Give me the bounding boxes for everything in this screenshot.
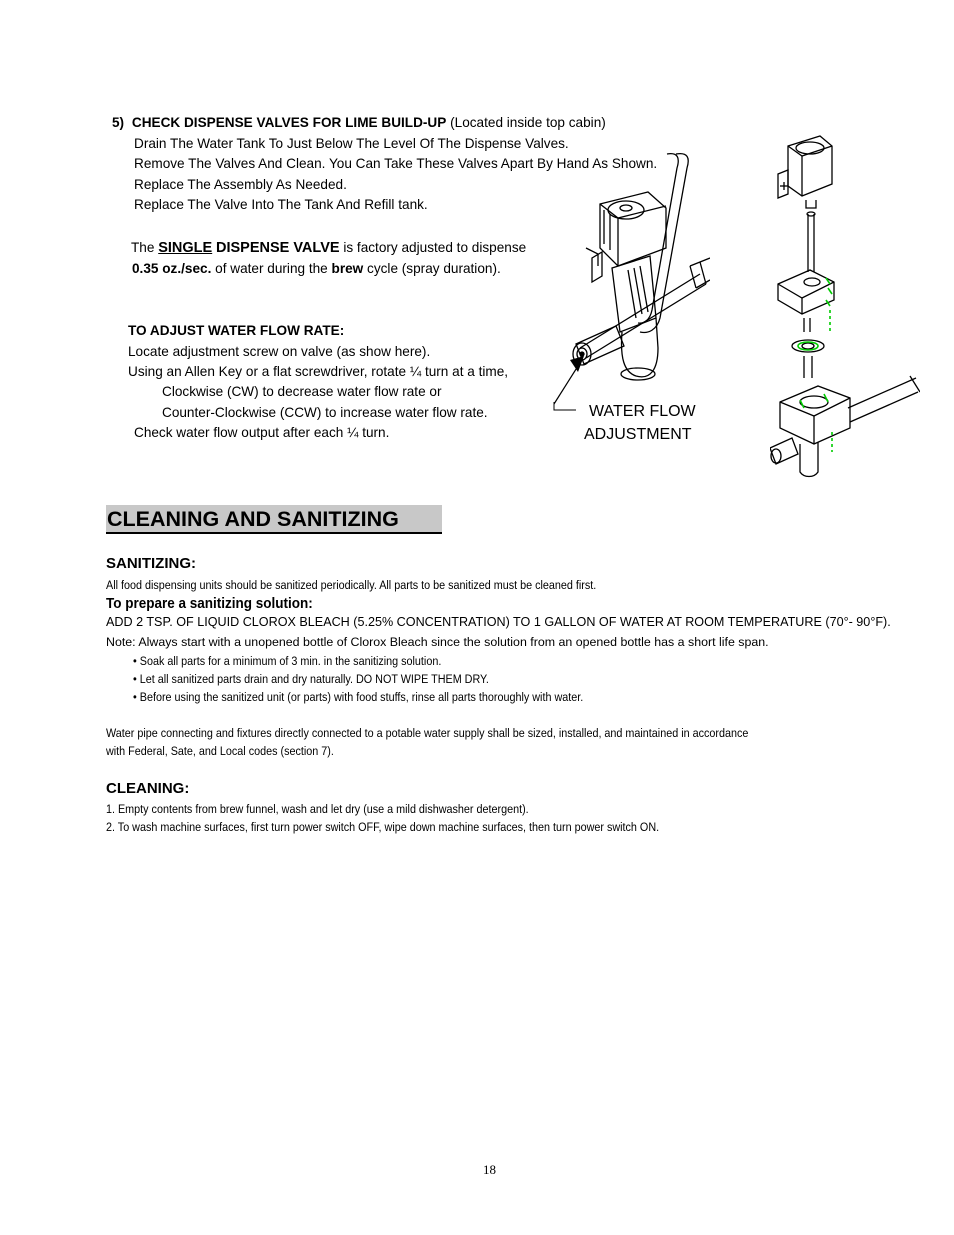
- valve-assembled-illustration: [540, 148, 710, 408]
- cleaning-item-2: [106, 818, 731, 836]
- cleaning-item-1: [106, 800, 584, 818]
- step5-heading: [112, 113, 606, 134]
- sanitizing-note: Note: Always start with a unopened bottle of Clorox Bleach since the solution from an opened bottle has a short life span.: [106, 635, 769, 649]
- step5-line-3: Replace The Assembly As Needed.: [134, 177, 347, 192]
- note-brew: brew: [331, 261, 364, 276]
- codes-line-1-text: Water pipe connecting and fixtures directly connected to a potable water supply shall be sized, installed, and maintained in accordance: [106, 726, 749, 740]
- note-rest3: cycle (spray duration).: [367, 261, 501, 276]
- adjust-line-1: Locate adjustment screw on valve (as show here).: [128, 344, 431, 359]
- cleaning-item-2-text: 2. To wash machine surfaces, first turn power switch OFF, wipe down machine surfaces, then turn power switch ON.: [106, 820, 660, 834]
- note-rest2: of water during the: [215, 261, 328, 276]
- step5-line-2: Remove The Valves And Clean. You Can Take These Valves Apart By Hand As Shown.: [134, 156, 658, 171]
- cleaning-item-1-text: 1. Empty contents from brew funnel, wash and let dry (use a mild dishwasher detergent).: [106, 802, 529, 816]
- bullet-1-text: • Soak all parts for a minimum of 3 min. in the sanitizing solution.: [133, 654, 442, 668]
- valve-note-line-1: [131, 238, 526, 259]
- sanitizing-instruction: ADD 2 TSP. OF LIQUID CLOROX BLEACH (5.25% CONCENTRATION) TO 1 GALLON OF WATER AT ROOM TEMPERATURE (70°- 90°F).: [106, 615, 891, 629]
- valve-note-line-2: [132, 259, 501, 280]
- note-amount: 0.35 oz./sec.: [132, 261, 212, 276]
- cleaning-heading: CLEANING:: [106, 780, 190, 797]
- step-heading-note: (Located inside top cabin): [450, 115, 606, 130]
- sanitizing-intro: [106, 576, 660, 594]
- codes-line-2: [106, 742, 363, 760]
- step-heading-text: CHECK DISPENSE VALVES FOR LIME BUILD-UP: [131, 115, 447, 130]
- note-valve: DISPENSE VALVE: [215, 240, 340, 256]
- step5-line-1: Drain The Water Tank To Just Below The Level Of The Dispense Valves.: [134, 136, 569, 151]
- sanitizing-bullet-3: [133, 688, 642, 706]
- adjust-line-4: Counter-Clockwise (CCW) to increase water flow rate.: [162, 405, 488, 420]
- codes-line-2-text: with Federal, Sate, and Local codes (section 7).: [106, 744, 334, 758]
- sanitizing-bullet-1: [133, 652, 481, 670]
- sanitizing-bullet-2: [133, 670, 535, 688]
- bullet-3-text: • Before using the sanitized unit (or parts) with food stuffs, rinse all parts thoroughly with water.: [133, 690, 584, 704]
- water-flow-label-2: ADJUSTMENT: [584, 426, 692, 443]
- note-the: The: [131, 240, 155, 255]
- note-rest1: is factory adjusted to dispense: [343, 240, 527, 255]
- sanitizing-heading: SANITIZING:: [106, 555, 196, 572]
- step-number: 5): [112, 115, 125, 130]
- bullet-2-text: • Let all sanitized parts drain and dry naturally. DO NOT WIPE THEM DRY.: [133, 672, 489, 686]
- adjust-line-3: Clockwise (CW) to decrease water flow rate or: [162, 384, 442, 399]
- water-flow-label-1: WATER FLOW: [589, 403, 696, 420]
- sanitizing-subheading-text: To prepare a sanitizing solution:: [106, 595, 313, 612]
- page-number: 18: [483, 1162, 496, 1177]
- adjust-line-5: Check water flow output after each ¼ turn.: [134, 425, 390, 440]
- sanitizing-subheading: [106, 595, 336, 612]
- note-single: SINGLE: [158, 240, 213, 256]
- sanitizing-intro-text: All food dispensing units should be sanitized periodically. All parts to be sanitized must be cleaned first.: [106, 578, 597, 592]
- adjust-line-2: Using an Allen Key or a flat screwdriver, rotate ¼ turn at a time,: [128, 364, 509, 379]
- valve-exploded-illustration: [770, 132, 920, 482]
- codes-line-1: [106, 724, 832, 742]
- label-leader-line: [550, 400, 580, 414]
- step5-line-4: Replace The Valve Into The Tank And Refill tank.: [134, 197, 428, 212]
- section-banner: CLEANING AND SANITIZING: [106, 505, 442, 534]
- adjust-heading: TO ADJUST WATER FLOW RATE:: [128, 323, 345, 338]
